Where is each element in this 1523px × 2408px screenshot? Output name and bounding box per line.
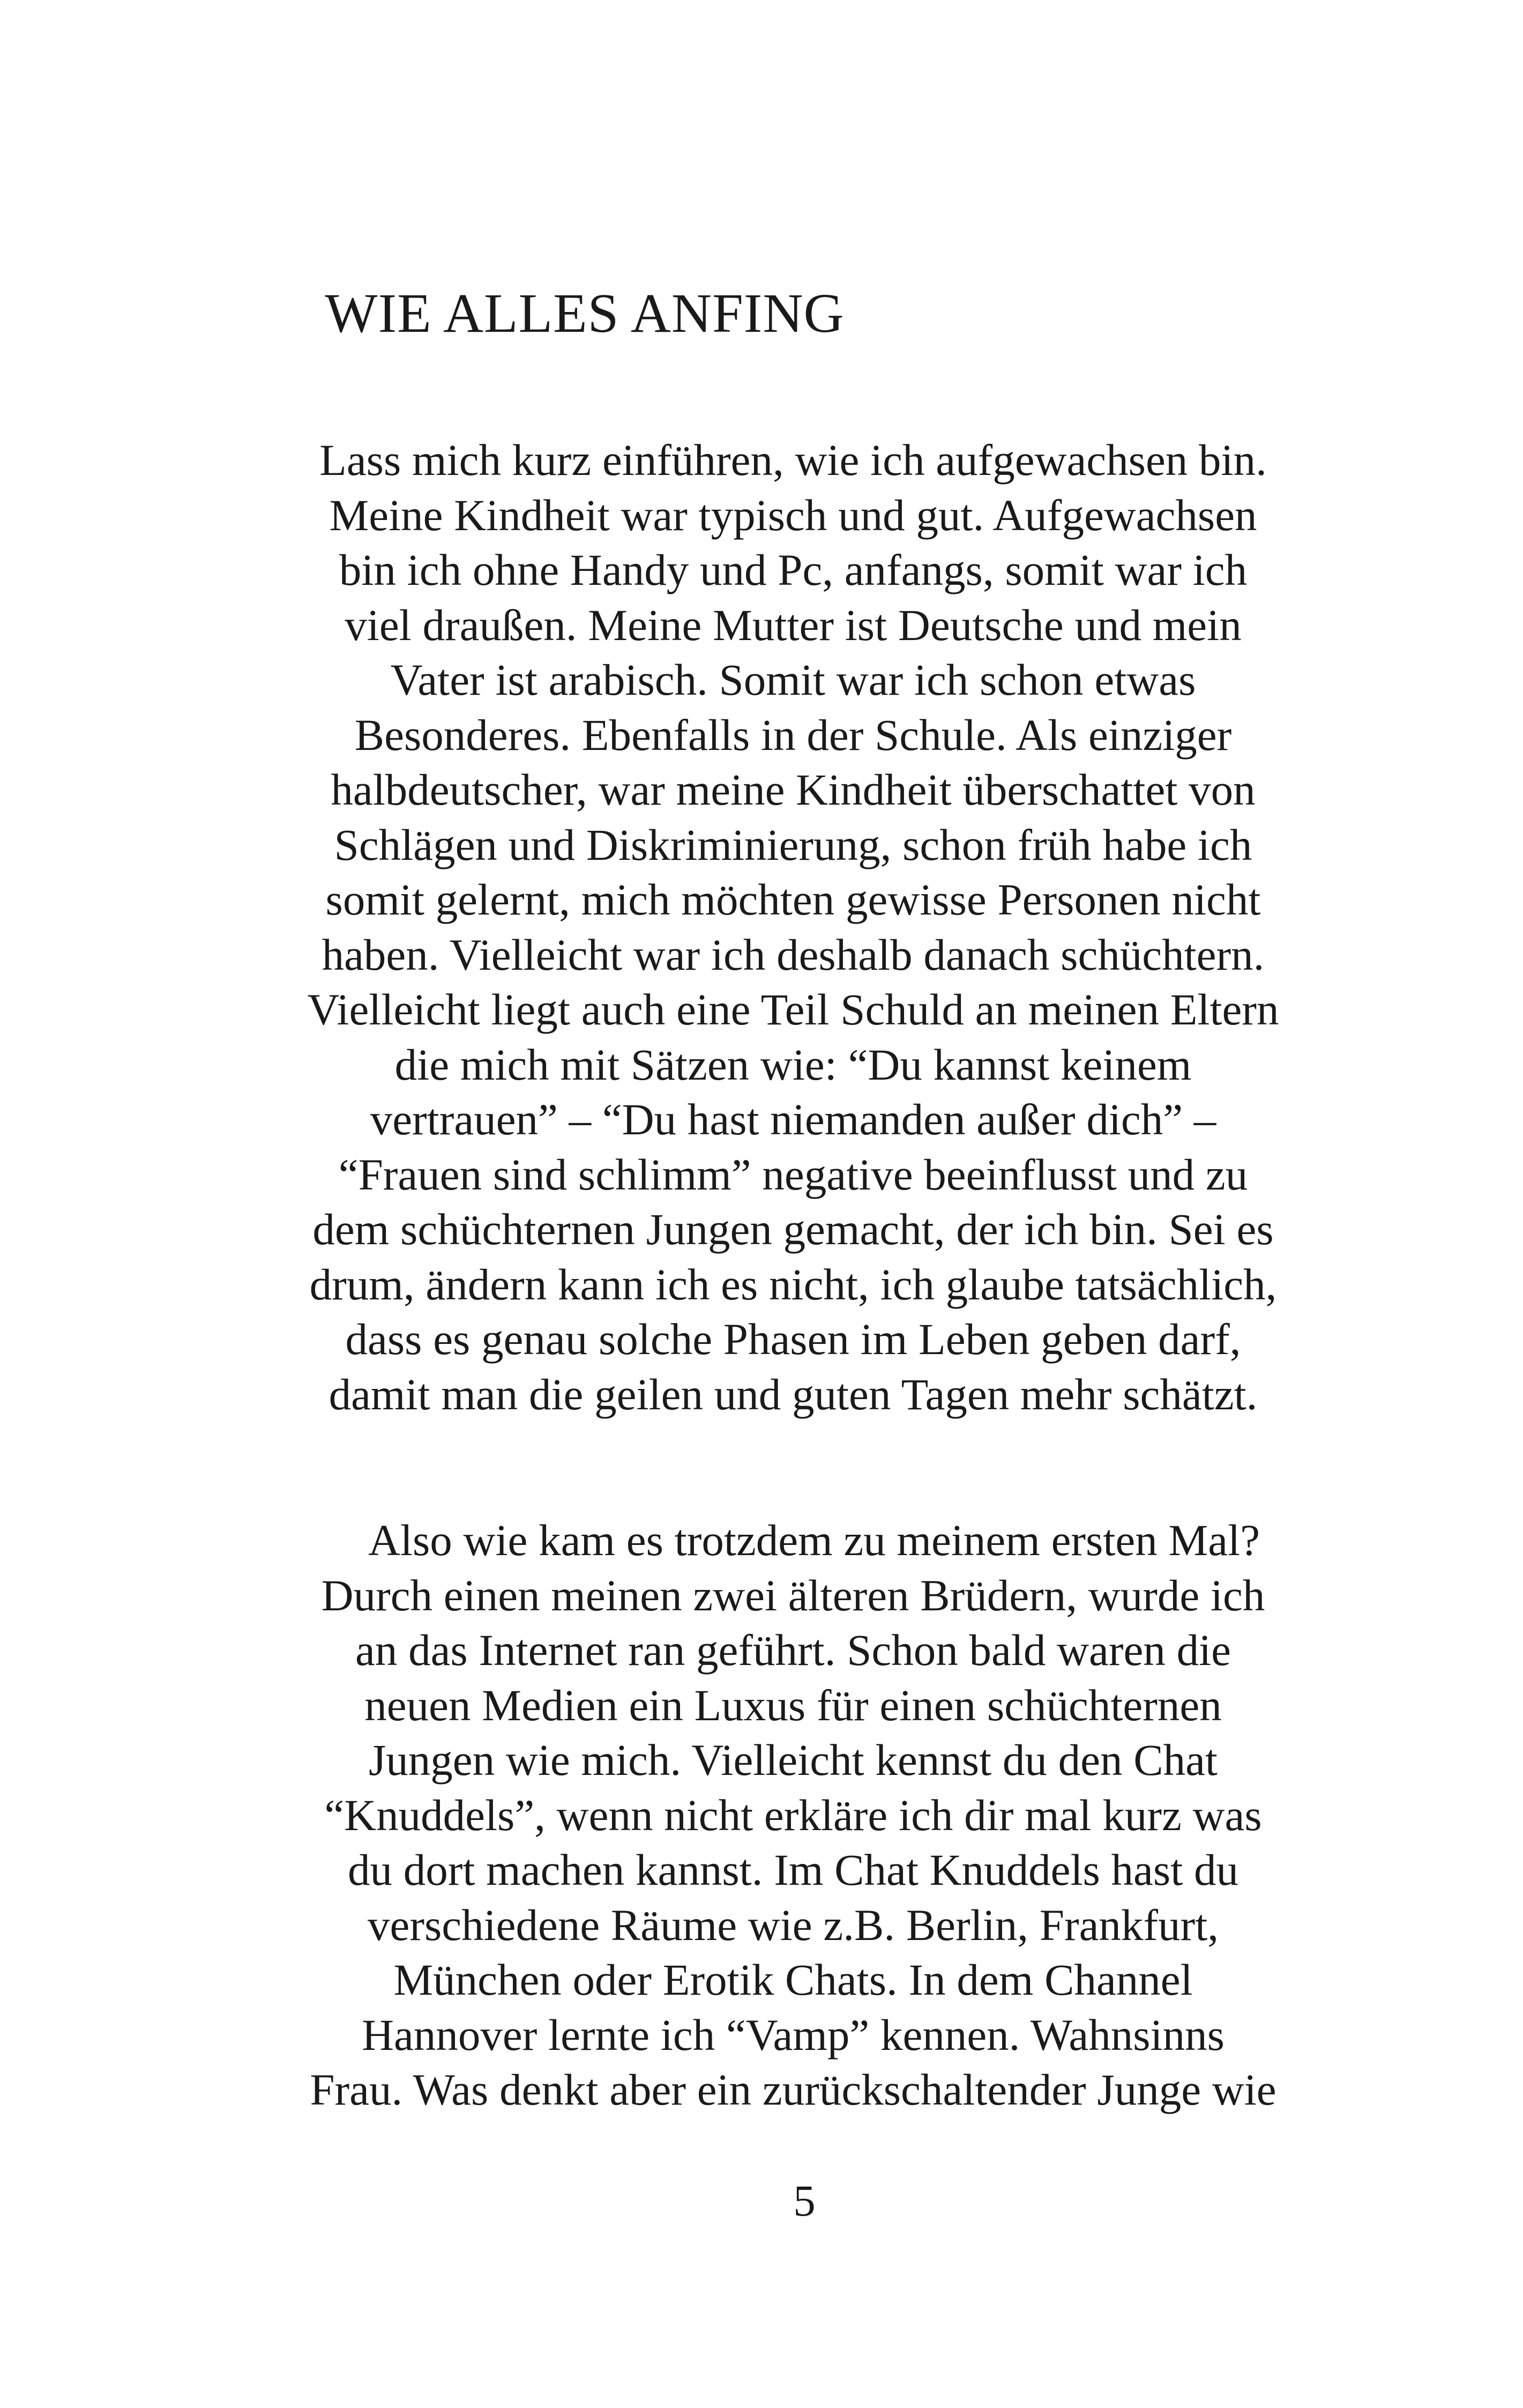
- text-line: Frau. Was denkt aber ein zurückschaltender Junge wie: [310, 2065, 1276, 2114]
- text-line: damit man die geilen und guten Tagen mehr schätzt.: [329, 1369, 1258, 1419]
- text-line: “Frauen sind schlimm” negative beeinflusst und zu: [338, 1149, 1248, 1199]
- text-line: viel draußen. Meine Mutter ist Deutsche und mein: [345, 600, 1242, 650]
- text-line: an das Internet ran geführt. Schon bald waren die: [355, 1625, 1231, 1675]
- text-line: dem schüchternen Jungen gemacht, der ich bin. Sei es: [312, 1205, 1274, 1254]
- text-line: Lass mich kurz einführen, wie ich aufgewachsen bin.: [319, 435, 1267, 485]
- text-line: Vater ist arabisch. Somit war ich schon etwas: [390, 655, 1196, 704]
- text-line: haben. Vielleicht war ich deshalb danach schüchtern.: [322, 930, 1265, 979]
- chapter-title: WIE ALLES ANFING: [325, 283, 845, 344]
- text-line: Vielleicht liegt auch eine Teil Schuld an meinen Eltern: [307, 985, 1279, 1034]
- paragraph-1: [263, 433, 1324, 1422]
- text-line: verschiedene Räume wie z.B. Berlin, Frankfurt,: [367, 1900, 1219, 1950]
- text-line: Schlägen und Diskriminierung, schon früh habe ich: [334, 820, 1252, 869]
- text-line: die mich mit Sätzen wie: “Du kannst keinem: [394, 1039, 1192, 1089]
- text-line: “Knuddels”, wenn nicht erkläre ich dir mal kurz was: [324, 1790, 1262, 1840]
- text-line: drum, ändern kann ich es nicht, ich glaube tatsächlich,: [309, 1259, 1277, 1309]
- text-line: Jungen wie mich. Vielleicht kennst du den Chat: [368, 1735, 1218, 1785]
- text-line: neuen Medien ein Luxus für einen schüchternen: [364, 1680, 1222, 1730]
- text-line: halbdeutscher, war meine Kindheit überschattet von: [331, 765, 1256, 814]
- text-line: Meine Kindheit war typisch und gut. Aufgewachsen: [329, 490, 1257, 540]
- text-line: Besonderes. Ebenfalls in der Schule. Als einziger: [354, 710, 1232, 760]
- text-line: München oder Erotik Chats. In dem Channel: [393, 1955, 1193, 2004]
- page-number: 5: [793, 2176, 816, 2225]
- text-line: Durch einen meinen zwei älteren Brüdern, wurde ich: [321, 1570, 1265, 1620]
- paragraph-2: [263, 1513, 1324, 2117]
- text-line: vertrauen” – “Du hast niemanden außer dich” –: [370, 1095, 1216, 1144]
- text-line: somit gelernt, mich möchten gewisse Personen nicht: [325, 875, 1261, 924]
- text-line: du dort machen kannst. Im Chat Knuddels hast du: [347, 1845, 1239, 1894]
- text-line: Also wie kam es trotzdem zu meinem ersten Mal?: [368, 1515, 1260, 1565]
- text-line: Hannover lernte ich “Vamp” kennen. Wahnsinns: [362, 2010, 1225, 2060]
- text-line: bin ich ohne Handy und Pc, anfangs, somit war ich: [339, 545, 1248, 594]
- text-line: dass es genau solche Phasen im Leben geben darf,: [345, 1314, 1241, 1364]
